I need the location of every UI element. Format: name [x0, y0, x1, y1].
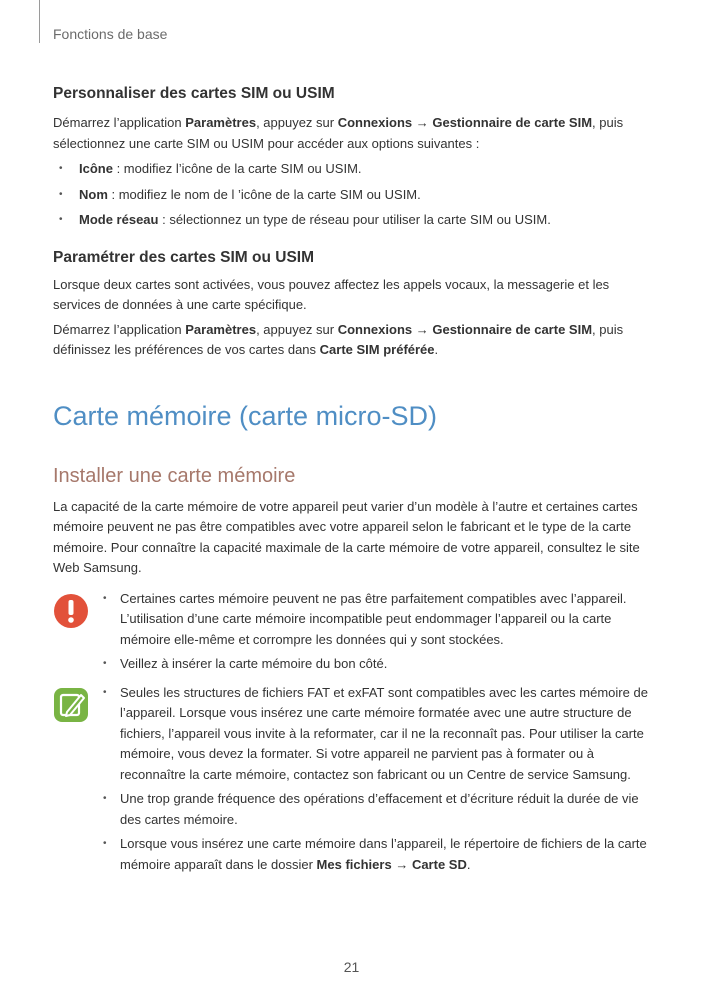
sim-customize-heading: Personnaliser des cartes SIM ou USIM [53, 85, 335, 102]
sim-settings-heading: Paramétrer des cartes SIM ou USIM [53, 248, 315, 266]
sim-customize-intro: Démarrez l’application Paramètres, appuyez sur Connexions → Gestionnaire de carte SIM, puis sélectionnez une carte SIM ou USIM pour accéder aux options suivantes : [53, 115, 624, 151]
note-list [101, 683, 649, 876]
warning-list [101, 589, 649, 675]
page-number: 21 [343, 959, 360, 975]
sim-settings-p1: Lorsque deux cartes sont activées, vous pouvez affectez les appels vocaux, la messagerie et les services de données à une carte spécifique. [53, 276, 610, 312]
install-card-heading: Installer une carte mémoire [53, 464, 296, 487]
list-item: • Nom : modifiez le nom de l ’icône de la carte SIM ou USIM. [53, 185, 649, 206]
chapter-title: Carte mémoire (carte micro-SD) [53, 400, 438, 431]
header-rule [39, 0, 40, 43]
list-item: • Veillez à insérer la carte mémoire du bon côté. [101, 654, 649, 675]
list-item: • Certaines cartes mémoire peuvent ne pas être parfaitement compatibles avec l’appareil. L’utilisation d’une carte mémoire incompatible peut endommager l’appareil ou la carte mémoire elle-même et corrompre les données qui y sont stockées. [101, 589, 649, 651]
page-content [53, 84, 649, 879]
list-item: • Lorsque vous insérez une carte mémoire dans l’appareil, le répertoire de fichiers de la carte mémoire apparaît dans le dossier Mes fichiers → Carte SD. [101, 834, 649, 875]
list-item: • Icône : modifiez l’icône de la carte SIM ou USIM. [53, 159, 649, 180]
warning-icon [53, 593, 89, 629]
sim-settings-p2: Démarrez l’application Paramètres, appuyez sur Connexions → Gestionnaire de carte SIM, puis définissez les préférences de vos cartes dans Carte SIM préférée. [53, 321, 624, 357]
warning-block [53, 589, 649, 675]
list-item: • Mode réseau : sélectionnez un type de réseau pour utiliser la carte SIM ou USIM. [53, 210, 649, 231]
note-block [53, 683, 649, 876]
section-label: Fonctions de base [53, 26, 168, 42]
note-pencil-icon [53, 687, 89, 723]
list-item: • Une trop grande fréquence des opérations d’effacement et d’écriture réduit la durée de vie des cartes mémoire. [101, 789, 649, 830]
install-card-intro: La capacité de la carte mémoire de votre appareil peut varier d’un modèle à l’autre et certaines cartes mémoire peuvent ne pas être compatibles avec votre appareil selon le fabricant et le type de la carte mémoire. Pour connaître la capacité maximale de la carte mémoire de votre appareil, consultez le site Web Samsung. [53, 498, 640, 575]
list-item: • Seules les structures de fichiers FAT et exFAT sont compatibles avec les cartes mémoire de l’appareil. Lorsque vous insérez une carte mémoire formatée avec une autre structure de fichiers, l’appareil vous invite à la reformater, car il ne la reconnaît pas. Pour utiliser la carte mémoire, vous devez la formater. Si votre appareil ne parvient pas à formater ou à reconnaître la carte mémoire, contactez son fabricant ou un Centre de service Samsung. [101, 683, 649, 786]
sim-options-list [53, 159, 649, 231]
